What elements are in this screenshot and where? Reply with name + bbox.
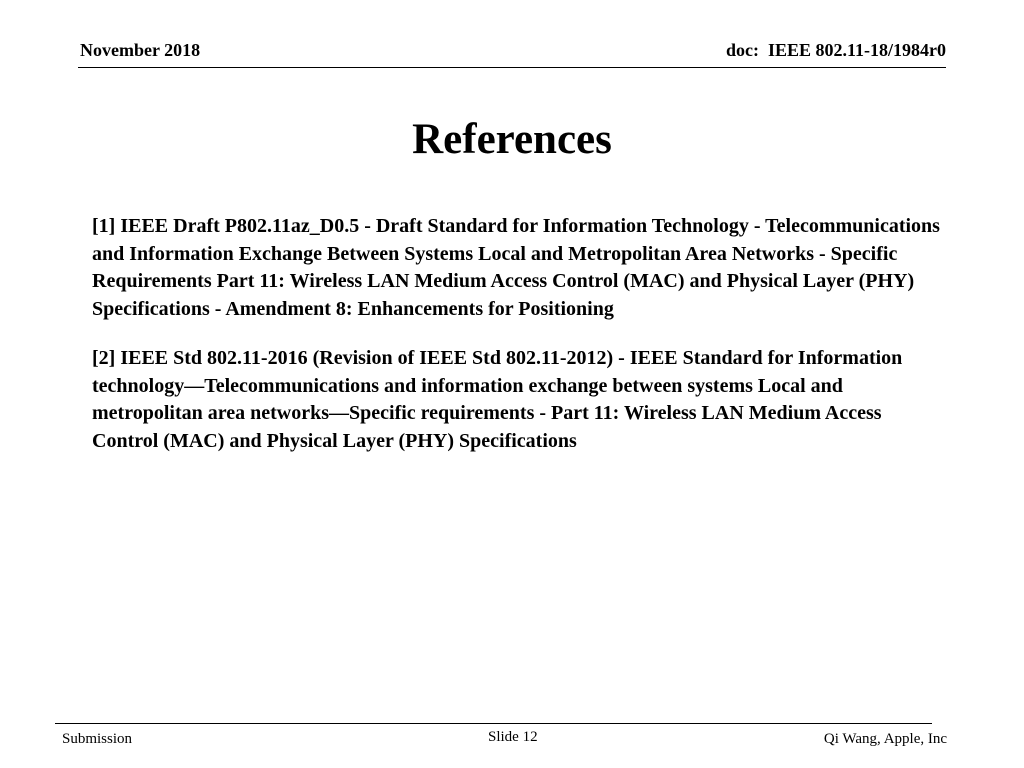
header-date: November 2018 [80, 40, 201, 60]
slide-title: References [412, 116, 612, 163]
header-divider [78, 67, 946, 68]
footer-submission: Submission [62, 731, 133, 747]
footer-author: Qi Wang, Apple, Inc [823, 731, 947, 747]
reference-item-2: [2] IEEE Std 802.11-2016 (Revision of IEEE Std 802.11-2012) - IEEE Standard for Information technology—Telecommunications and information exchange between systems Local and metropolitan area networks—Specific requirements - Part 11: Wireless LAN Medium Access Control (MAC) and Physical Layer (PHY) Specifications [92, 347, 903, 452]
footer-slide-number: Slide 12 [488, 729, 538, 745]
header-doc-id: doc: IEEE 802.11-18/1984r0 [725, 40, 946, 60]
reference-item-1: [1] IEEE Draft P802.11az_D0.5 - Draft Standard for Information Technology - Telecommunications and Information Exchange Between Systems Local and Metropolitan Area Networks - Specific Requirements Part 11: Wireless LAN Medium Access Control (MAC) and Physical Layer (PHY) Specifications - Amendment 8: Enhancements for Positioning [92, 215, 940, 320]
footer-divider [55, 723, 932, 724]
references-list [92, 213, 952, 455]
